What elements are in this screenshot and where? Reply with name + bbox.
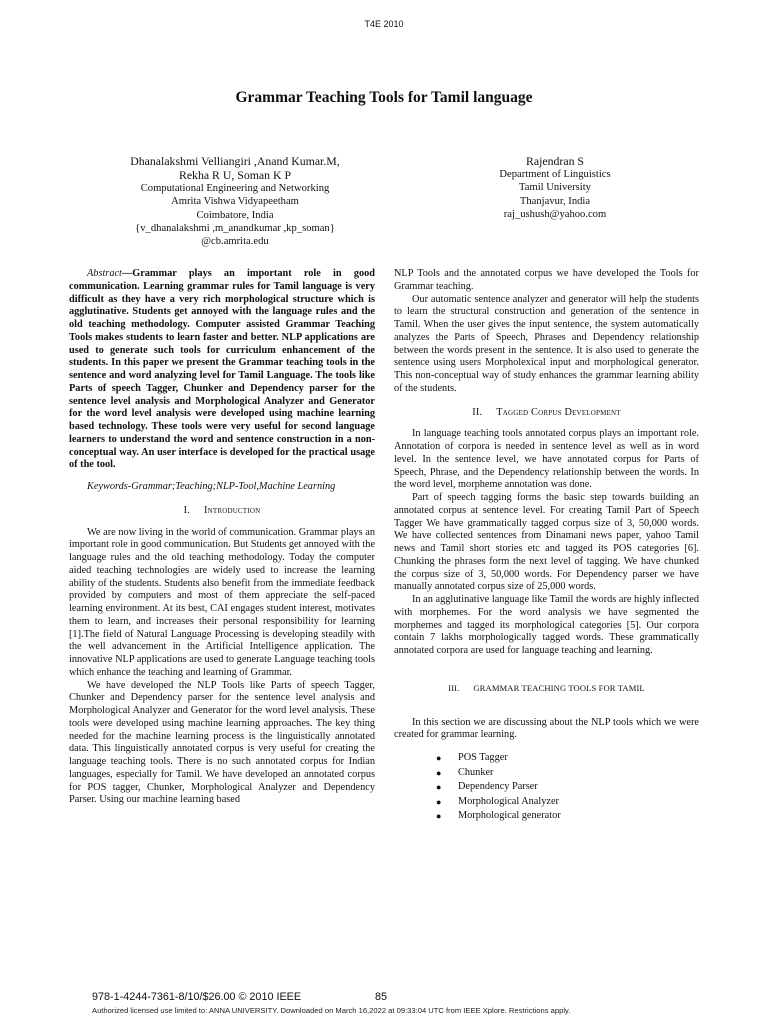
- author-email-line1: {v_dhanalakshmi ,m_anandkumar ,kp_soman}: [135, 222, 335, 234]
- section-title: Introduction: [204, 504, 261, 516]
- section-number: I.: [183, 504, 190, 516]
- tools-list: [394, 751, 699, 824]
- tagged-paragraph-2: Part of speech tagging forms the basic step towards building an annotated corpus at sentence level. For creating Tamil Part of Speech Tagger We have grammatically tagged corpus size of 3, 50,000 words. We have collected sentences from Dinamani news paper, yahoo Tamil news and Tamil short stories etc and tagged its POS categories [6]. Chunking the phrases form the next level of tagging. We have chunked the corpus size of 3, 50,000 words. For Dependency parser we have manually annotated corpus size of 25,000 words.: [394, 492, 699, 593]
- abstract-text: Grammar plays an important role in good communication. Learning grammar rules for Tamil language is very difficult as they have a very rich morphological structure which is agglutinative. Students get annoyed with the language rules and the old teaching methodology. Computer assisted Grammar Teaching Tools makes students to learn faster and better. NLP applications are used to generate such tools for curriculum enhancement of the students. In this paper we present the Grammar teaching tools in the sentence and word analyzing level for Tamil Language. The tools like Parts of speech Tagger, Chunker and Dependency parser for the sentence level analysis and Morphological Analyzer and Generator for the word level analysis were developed using machine learning based technology. These tools were very useful for second language learners to understand the word and sentence construction in a non-conceptual way. An user interface is developed for the practical usage of the tool.: [69, 268, 375, 471]
- bullet-icon: ●: [436, 796, 442, 807]
- section-number: II.: [472, 406, 483, 418]
- left-column: [69, 268, 375, 807]
- intro-paragraph-3: Our automatic sentence analyzer and generator will help the students to learn the structural construction and generation of the sentence in Tamil. When the user gives the input sentence, the system automatically analyzes the Parts of Speech, Phrases and Dependency relationship between the words present in the sentence. It is also used to generate the sentence using users Morpholexical input and morphological generator. This non-conceptual way of study enhances the grammar learning ability of the students.: [394, 293, 699, 394]
- author-email-line2: @cb.amrita.edu: [201, 236, 269, 248]
- section-title: GRAMMAR TEACHING TOOLS FOR TAMIL: [473, 682, 645, 693]
- list-item-label: Morphological generator: [458, 810, 561, 821]
- author-location-right: Thanjavur, India: [519, 195, 591, 207]
- tagged-paragraph-1: In language teaching tools annotated corpus plays an important role. Annotation of corpora is needed in sentence level as well as in word level. In the sentence level, we have annotated corpus for Parts of Speech, Phrase, and the Dependency relationship between the words. In the word level, morpheme annotation was done.: [394, 428, 699, 491]
- right-column: [394, 268, 699, 824]
- author-block-left: [70, 154, 400, 248]
- bullet-icon: ●: [436, 782, 442, 792]
- list-item: [436, 751, 699, 766]
- keywords: Keywords-Grammar;Teaching;NLP-Tool,Machine Learning: [87, 481, 336, 492]
- author-block-right: [390, 154, 720, 221]
- abstract-dash: —: [121, 268, 133, 279]
- intro-paragraph-1: We are now living in the world of communication. Grammar plays an important role in good communication. But Students get annoyed with the language rules and the old teaching methodology. Today the computer aided teaching technologies are widely used to increase the learning ability of the students. Students also benefit from the immediate feedback provided by computers and most of them appreciate the self-paced learning environment. At its best, CAI engages student interest, motivates them to learn, and increases their personal responsibility for learning [1].The field of Natural Language Processing is developing steadily with the well advancement in the Artificial Intelligence application. The innovative NLP applications are used to generate Language teaching tools which enhance the teaching and learning of Grammar.: [69, 526, 375, 678]
- abstract-label: Abstract: [87, 268, 122, 279]
- page-number: 85: [375, 991, 388, 1003]
- paper-title: Grammar Teaching Tools for Tamil language: [235, 89, 533, 106]
- section-title: Tagged Corpus Development: [496, 406, 621, 418]
- author-names-line1: Dhanalakshmi Velliangiri ,Anand Kumar.M,: [130, 154, 340, 168]
- footer-copyright: 978-1-4244-7361-8/10/$26.00 © 2010 IEEE: [92, 991, 302, 1003]
- section-heading-introduction: [69, 505, 375, 518]
- list-item-label: Chunker: [458, 766, 494, 778]
- intro-paragraph-2-continued: NLP Tools and the annotated corpus we have developed the Tools for Grammar teaching.: [394, 268, 699, 292]
- list-item: [436, 766, 699, 781]
- tagged-paragraph-3: In an agglutinative language like Tamil the words are highly inflected with morphemes. For the word analysis we have segmented the morphemes and tagged its morphological categories [5]. Our corpora contain 7 lakhs morphologically tagged words. These grammatically annotated corpora are used for language teaching and learning.: [394, 594, 699, 656]
- section-heading-grammar-tools: [394, 682, 699, 695]
- author-location: Coimbatore, India: [196, 209, 274, 221]
- bullet-icon: ●: [436, 811, 442, 821]
- list-item-label: POS Tagger: [458, 752, 508, 763]
- section-heading-tagged-corpus: [394, 407, 699, 420]
- list-item: [436, 780, 699, 795]
- author-institution: Amrita Vishwa Vidyapeetham: [171, 196, 299, 208]
- license-notice: Authorized licensed use limited to: ANNA UNIVERSITY. Downloaded on March 16,2022 at 09:33:04 UTC from IEEE Xplore. Restrictions apply.: [92, 1006, 571, 1015]
- bullet-icon: ●: [436, 753, 442, 763]
- author-email-right: raj_ushush@yahoo.com: [503, 208, 607, 220]
- list-item: [436, 795, 699, 810]
- bullet-icon: ●: [436, 767, 442, 778]
- author-dept: Computational Engineering and Networking: [140, 183, 330, 194]
- header-tag: T4E 2010: [364, 19, 404, 29]
- author-institution-right: Tamil University: [519, 182, 591, 194]
- intro-paragraph-2: We have developed the NLP Tools like Parts of speech Tagger, Chunker and Dependency parser for the sentence level analysis and Morphological Analyzer and Generator for the word level analysis. These tools were developed using machine learning approaches. The key thing needed for the machine learning process is the linguistically annotated data. This linguistically annotated corpus is very useful for creating the language teaching tools. There is no such annotated corpus for Indian languages, especially for Tamil. We have developed an annotated corpus for POS tagger, Chunker, Morphological Analyzer and Dependency Parser. Using our machine learning based: [69, 679, 375, 806]
- section-number: III.: [448, 682, 460, 693]
- author-dept-right: Department of Linguistics: [499, 169, 611, 180]
- author-names-line2: Rekha R U, Soman K P: [178, 168, 292, 182]
- abstract: [69, 268, 375, 472]
- list-item-label: Morphological Analyzer: [458, 795, 559, 807]
- author-name-right: Rajendran S: [526, 154, 584, 168]
- list-item-label: Dependency Parser: [458, 781, 538, 792]
- list-item: [436, 809, 699, 824]
- grammar-paragraph-1: In this section we are discussing about the NLP tools which we were created for grammar learning.: [394, 716, 699, 741]
